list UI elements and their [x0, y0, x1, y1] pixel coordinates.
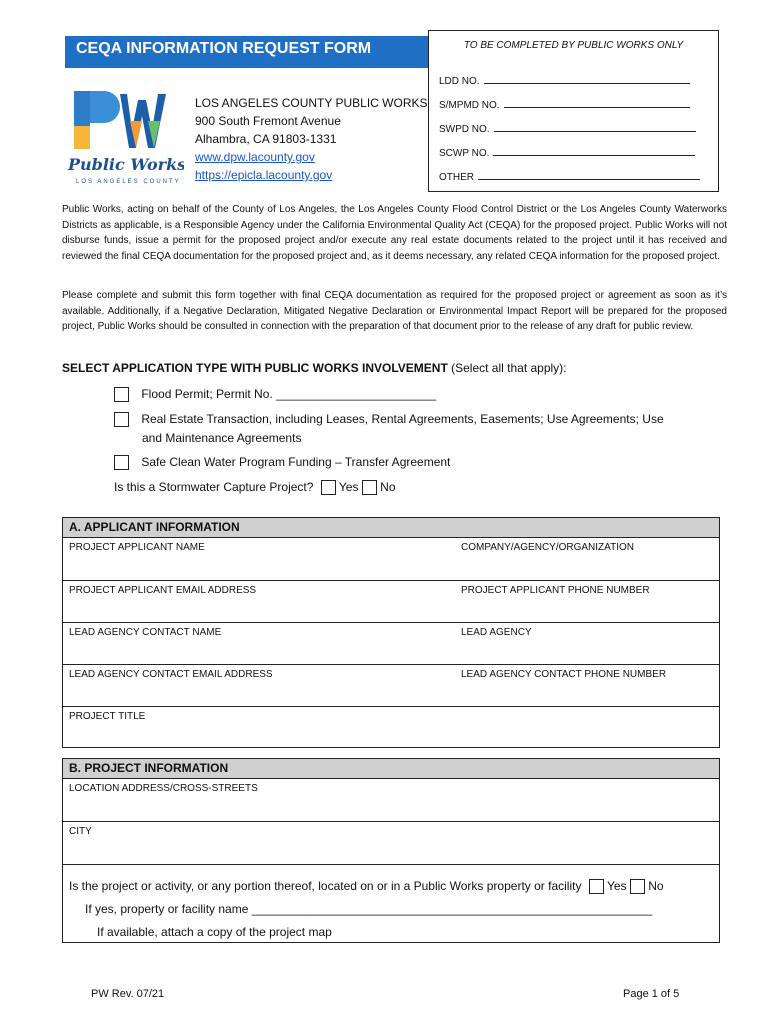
applicant-row-4 — [63, 665, 719, 707]
scwp-no-field[interactable]: SCWP NO. — [439, 145, 695, 159]
ldd-no-field[interactable]: LDD NO. — [439, 73, 690, 87]
project-applicant-name-field[interactable]: PROJECT APPLICANT NAME — [69, 542, 205, 553]
facility-yes-checkbox[interactable] — [589, 879, 604, 894]
applicant-phone-field[interactable]: PROJECT APPLICANT PHONE NUMBER — [461, 585, 650, 596]
applicant-row-2 — [63, 581, 719, 623]
lead-agency-contact-name-field[interactable]: LEAD AGENCY CONTACT NAME — [69, 627, 222, 638]
project-row-location — [63, 779, 719, 822]
stormwater-yes-checkbox[interactable] — [321, 480, 336, 495]
real-estate-option-continued: and Maintenance Agreements — [142, 431, 302, 445]
project-title-field[interactable]: PROJECT TITLE — [69, 711, 146, 722]
applicant-row-1 — [63, 538, 719, 581]
real-estate-option: Real Estate Transaction, including Leases, Rental Agreements, Easements; Use Agreements; Use — [114, 412, 664, 427]
project-information-table — [62, 758, 720, 943]
lead-agency-field[interactable]: LEAD AGENCY — [461, 627, 532, 638]
facility-no-checkbox[interactable] — [630, 879, 645, 894]
safe-clean-water-checkbox[interactable] — [114, 455, 129, 470]
org-name: LOS ANGELES COUNTY PUBLIC WORKS — [195, 96, 428, 110]
logo-script-text: Public Works — [68, 155, 184, 174]
location-address-field[interactable]: LOCATION ADDRESS/CROSS-STREETS — [69, 783, 258, 794]
city-field[interactable]: CITY — [69, 826, 92, 837]
facility-name-field[interactable]: If yes, property or facility name ____________________________________________________________ — [85, 902, 653, 916]
pw-only-heading: TO BE COMPLETED BY PUBLIC WORKS ONLY — [463, 40, 684, 51]
swpd-no-field[interactable]: SWPD NO. — [439, 121, 696, 135]
applicant-information-heading: A. APPLICANT INFORMATION — [63, 518, 719, 538]
revision-label: PW Rev. 07/21 — [91, 988, 165, 1000]
intro-paragraph-2: Please complete and submit this form together with final CEQA documentation as required for the proposed project or agreement as soon as it’s available. Additionally, if a Negative Declaration, Mitigated Negative Declaration or Environmental Impact Report will be prepared for the proposed project, Public Works should be consulted in connection with the preparation of that document prior to the release of any draft for public review. — [62, 290, 727, 332]
applicant-row-3 — [63, 623, 719, 665]
safe-clean-water-option: Safe Clean Water Program Funding – Transfer Agreement — [114, 455, 450, 470]
applicant-row-5 — [63, 707, 719, 751]
flood-permit-option: Flood Permit; Permit No. ________________________ — [114, 387, 436, 402]
org-address-block — [195, 94, 428, 184]
project-row-city — [63, 822, 719, 865]
org-street: 900 South Fremont Avenue — [195, 114, 341, 128]
attach-map-note: If available, attach a copy of the project map — [97, 925, 332, 939]
logo-tagline: LOS ANGELES COUNTY — [76, 179, 181, 185]
smpmd-no-field[interactable]: S/MPMD NO. — [439, 97, 690, 111]
lead-agency-phone-field[interactable]: LEAD AGENCY CONTACT PHONE NUMBER — [461, 669, 667, 680]
lead-agency-email-field[interactable]: LEAD AGENCY CONTACT EMAIL ADDRESS — [69, 669, 273, 680]
stormwater-no-checkbox[interactable] — [362, 480, 377, 495]
stormwater-question: Is this a Stormwater Capture Project? Yes No — [114, 480, 396, 494]
public-works-logo — [66, 86, 184, 186]
page-number: Page 1 of 5 — [623, 988, 680, 1000]
applicant-information-table — [62, 517, 720, 748]
dpw-website-link[interactable]: www.dpw.lacounty.gov — [195, 150, 315, 164]
pw-logo-icon — [66, 86, 184, 186]
org-city-state: Alhambra, CA 91803-1331 — [195, 132, 337, 146]
epicla-website-link[interactable]: https://epicla.lacounty.gov — [195, 168, 333, 182]
flood-permit-checkbox[interactable] — [114, 387, 129, 402]
project-information-heading: B. PROJECT INFORMATION — [63, 759, 719, 779]
form-title: CEQA INFORMATION REQUEST FORM — [76, 40, 372, 57]
intro-paragraph-1: Public Works, acting on behalf of the County of Los Angeles, the Los Angeles County Flood Control District or the Los Angeles County Waterworks Districts as applicable, is a Responsible Agency under the California Environmental Quality Act (CEQA) for the proposed project. Public Works will not disburse funds, issue a permit for the proposed project and/or execute any real estate documents related to the project until it has received and reviewed the final CEQA documentation for the proposed project and, as it deems necessary, any related CEQA information for the proposed project. — [62, 204, 727, 262]
real-estate-checkbox[interactable] — [114, 412, 129, 427]
facility-question: Is the project or activity, or any portion thereof, located on or in a Public Works property or facility Yes No — [69, 879, 664, 893]
application-type-heading: SELECT APPLICATION TYPE WITH PUBLIC WORKS INVOLVEMENT (Select all that apply): — [62, 361, 567, 375]
other-field[interactable]: OTHER — [439, 169, 700, 183]
applicant-email-field[interactable]: PROJECT APPLICANT EMAIL ADDRESS — [69, 585, 257, 596]
company-agency-field[interactable]: COMPANY/AGENCY/ORGANIZATION — [461, 542, 634, 553]
public-works-only-box — [428, 30, 719, 192]
project-row-facility — [63, 865, 719, 943]
